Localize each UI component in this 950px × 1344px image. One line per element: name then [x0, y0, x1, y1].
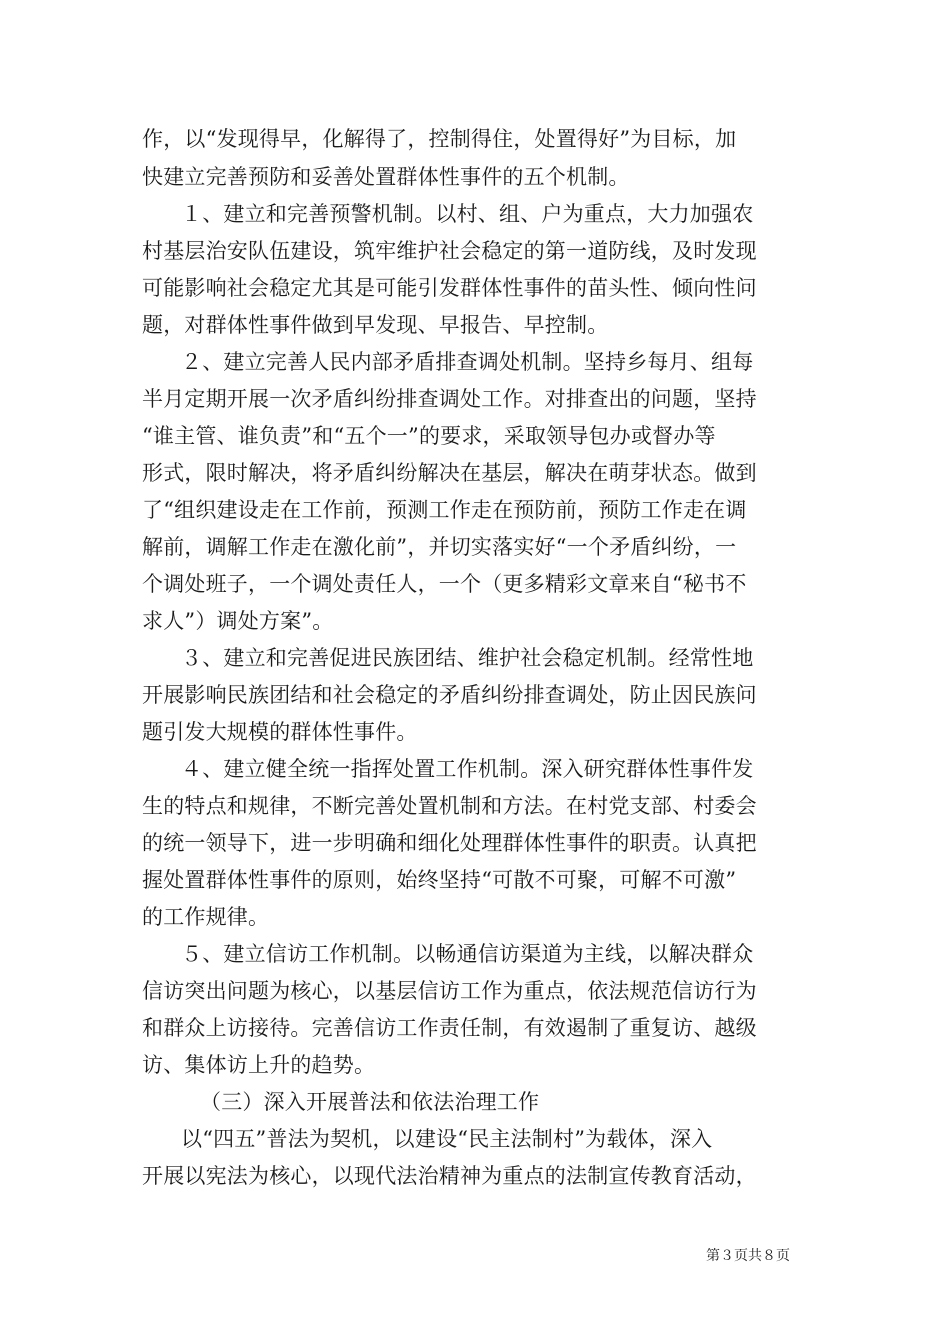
paragraph-line: 可能影响社会稳定尤其是可能引发群体性事件的苗头性、倾向性问	[142, 276, 757, 300]
paragraph-line: 开展以宪法为核心，以现代法治精神为重点的法制宣传教育活动，	[142, 1164, 757, 1188]
paragraph-line: １、建立和完善预警机制。以村、组、户为重点，大力加强农	[181, 202, 754, 226]
paragraph-line: 开展影响民族团结和社会稳定的矛盾纠纷排查调处，防止因民族问	[142, 683, 757, 707]
section-heading: （三）深入开展普法和依法治理工作	[200, 1090, 540, 1114]
paragraph-line: 握处置群体性事件的原则，始终坚持“可散不可聚，可解不可激”	[142, 868, 737, 892]
paragraph-line: 解前，调解工作走在激化前”，并切实落实好“一个矛盾纠纷，一	[142, 535, 737, 559]
paragraph-line: 题引发大规模的群体性事件。	[142, 720, 418, 744]
paragraph-line: 题，对群体性事件做到早发现、早报告、早控制。	[142, 313, 609, 337]
paragraph-line: 了“组织建设走在工作前，预测工作走在预防前，预防工作走在调	[142, 498, 747, 522]
paragraph-line: 生的特点和规律，不断完善处置机制和方法。在村党支部、村委会	[142, 794, 757, 818]
paragraph-line: 访、集体访上升的趋势。	[142, 1053, 376, 1077]
paragraph-line: 的工作规律。	[142, 905, 270, 929]
paragraph-line: 形式，限时解决，将矛盾纠纷解决在基层，解决在萌芽状态。做到	[142, 461, 757, 485]
page-number: 第３页共８页	[706, 1248, 790, 1264]
paragraph-line: 信访突出问题为核心，以基层信访工作为重点，依法规范信访行为	[142, 979, 757, 1003]
paragraph-line: 村基层治安队伍建设，筑牢维护社会稳定的第一道防线，及时发现	[142, 239, 757, 263]
paragraph-line: 以“四五”普法为契机，以建设“民主法制村”为载体，深入	[181, 1127, 713, 1151]
paragraph-line: 的统一领导下，进一步明确和细化处理群体性事件的职责。认真把	[142, 831, 757, 855]
paragraph-line: ２、建立完善人民内部矛盾排查调处机制。坚持乡每月、组每	[181, 350, 754, 374]
paragraph-line: 个调处班子，一个调处责任人，一个（更多精彩文章来自“秘书不	[142, 572, 747, 596]
paragraph-line: ３、建立和完善促进民族团结、维护社会稳定机制。经常性地	[181, 646, 754, 670]
paragraph-line: ４、建立健全统一指挥处置工作机制。深入研究群体性事件发	[181, 757, 754, 781]
paragraph-line: ５、建立信访工作机制。以畅通信访渠道为主线，以解决群众	[181, 942, 754, 966]
paragraph-line: 作，以“发现得早，化解得了，控制得住，处置得好”为目标，加	[142, 127, 737, 151]
paragraph-line: 半月定期开展一次矛盾纠纷排查调处工作。对排查出的问题，坚持	[142, 387, 757, 411]
paragraph-line: 求人”）调处方案”。	[142, 609, 334, 633]
paragraph-line: 快建立完善预防和妥善处置群体性事件的五个机制。	[142, 165, 630, 189]
paragraph-line: “谁主管、谁负责”和“五个一”的要求，采取领导包办或督办等	[142, 424, 716, 448]
paragraph-line: 和群众上访接待。完善信访工作责任制，有效遏制了重复访、越级	[142, 1016, 757, 1040]
